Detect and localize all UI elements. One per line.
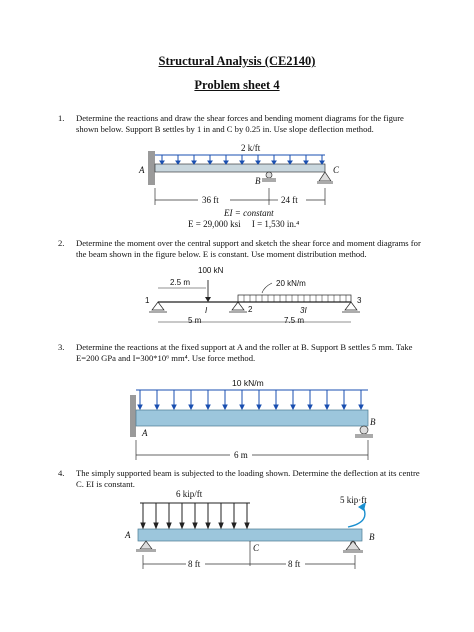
span-2-label-4: 8 ft bbox=[288, 559, 301, 569]
ei-label: EI = constant bbox=[224, 208, 274, 218]
span-1-label-4: 8 ft bbox=[188, 559, 201, 569]
label-a-1: A bbox=[139, 165, 145, 175]
udl-label-2: 20 kN/m bbox=[276, 279, 306, 288]
label-c-1: C bbox=[333, 165, 340, 175]
node-2-label: 2 bbox=[248, 305, 253, 314]
span-bc-label: 24 ft bbox=[281, 195, 298, 205]
span-2-label: 7.5 m bbox=[284, 316, 305, 325]
label-a-4: A bbox=[125, 530, 131, 540]
question-text: Determine the moment over the central support and sketch the shear force and moment diagrams for the beam shown in the figure below. E is constant. Use moment distribution method. bbox=[76, 238, 421, 259]
beam-4 bbox=[138, 529, 362, 541]
question-text: The simply supported beam is subjected to the loading shown. Determine the deflection at its centre C. EI is constant. bbox=[76, 468, 420, 489]
span-1-label: 5 m bbox=[188, 316, 202, 325]
inertia-1-label: I bbox=[205, 306, 208, 315]
question-text: Determine the reactions at the fixed support at A and the roller at B. Support B settles 5 mm. Take E=200 GPa and I=300*10⁶ mm⁴. Use force method. bbox=[76, 342, 413, 363]
course-title: Structural Analysis (CE2140) bbox=[158, 54, 316, 68]
inertia-2-label: 3I bbox=[300, 306, 307, 315]
point-distance-label: 2.5 m bbox=[170, 278, 191, 287]
question-number: 4. bbox=[58, 468, 65, 478]
label-b-4: B bbox=[369, 532, 375, 542]
load-label-1: 2 k/ft bbox=[241, 143, 261, 153]
label-b-3: B bbox=[370, 417, 376, 427]
properties-label: E = 29,000 ksi I = 1,530 in.⁴ bbox=[188, 219, 300, 229]
moment-label: 5 kip·ft bbox=[340, 495, 367, 505]
question-number: 3. bbox=[58, 342, 65, 352]
label-a-3: A bbox=[142, 428, 148, 438]
pin-support-a-4 bbox=[136, 541, 156, 552]
load-label-4: 6 kip/ft bbox=[176, 489, 203, 499]
node-1-label: 1 bbox=[145, 296, 150, 305]
dimension-lines-4 bbox=[143, 555, 355, 569]
span-label-3: 6 m bbox=[234, 450, 248, 460]
label-c-4: C bbox=[253, 543, 260, 553]
question-text: Determine the reactions and draw the shear forces and bending moment diagrams for the figure shown below. Support B settles by 1 in and C by 0.25 in. Use slope deflection method. bbox=[76, 113, 404, 134]
question-number: 2. bbox=[58, 238, 65, 248]
point-load-label: 100 kN bbox=[198, 266, 224, 275]
pin-support-b-4 bbox=[343, 541, 363, 553]
question-number: 1. bbox=[58, 113, 65, 123]
label-b-1: B bbox=[255, 176, 261, 186]
load-arrows-4 bbox=[141, 503, 249, 528]
sheet-title: Problem sheet 4 bbox=[194, 78, 280, 92]
load-label-3: 10 kN/m bbox=[232, 378, 264, 388]
node-3-label: 3 bbox=[357, 296, 362, 305]
span-ab-label: 36 ft bbox=[202, 195, 219, 205]
